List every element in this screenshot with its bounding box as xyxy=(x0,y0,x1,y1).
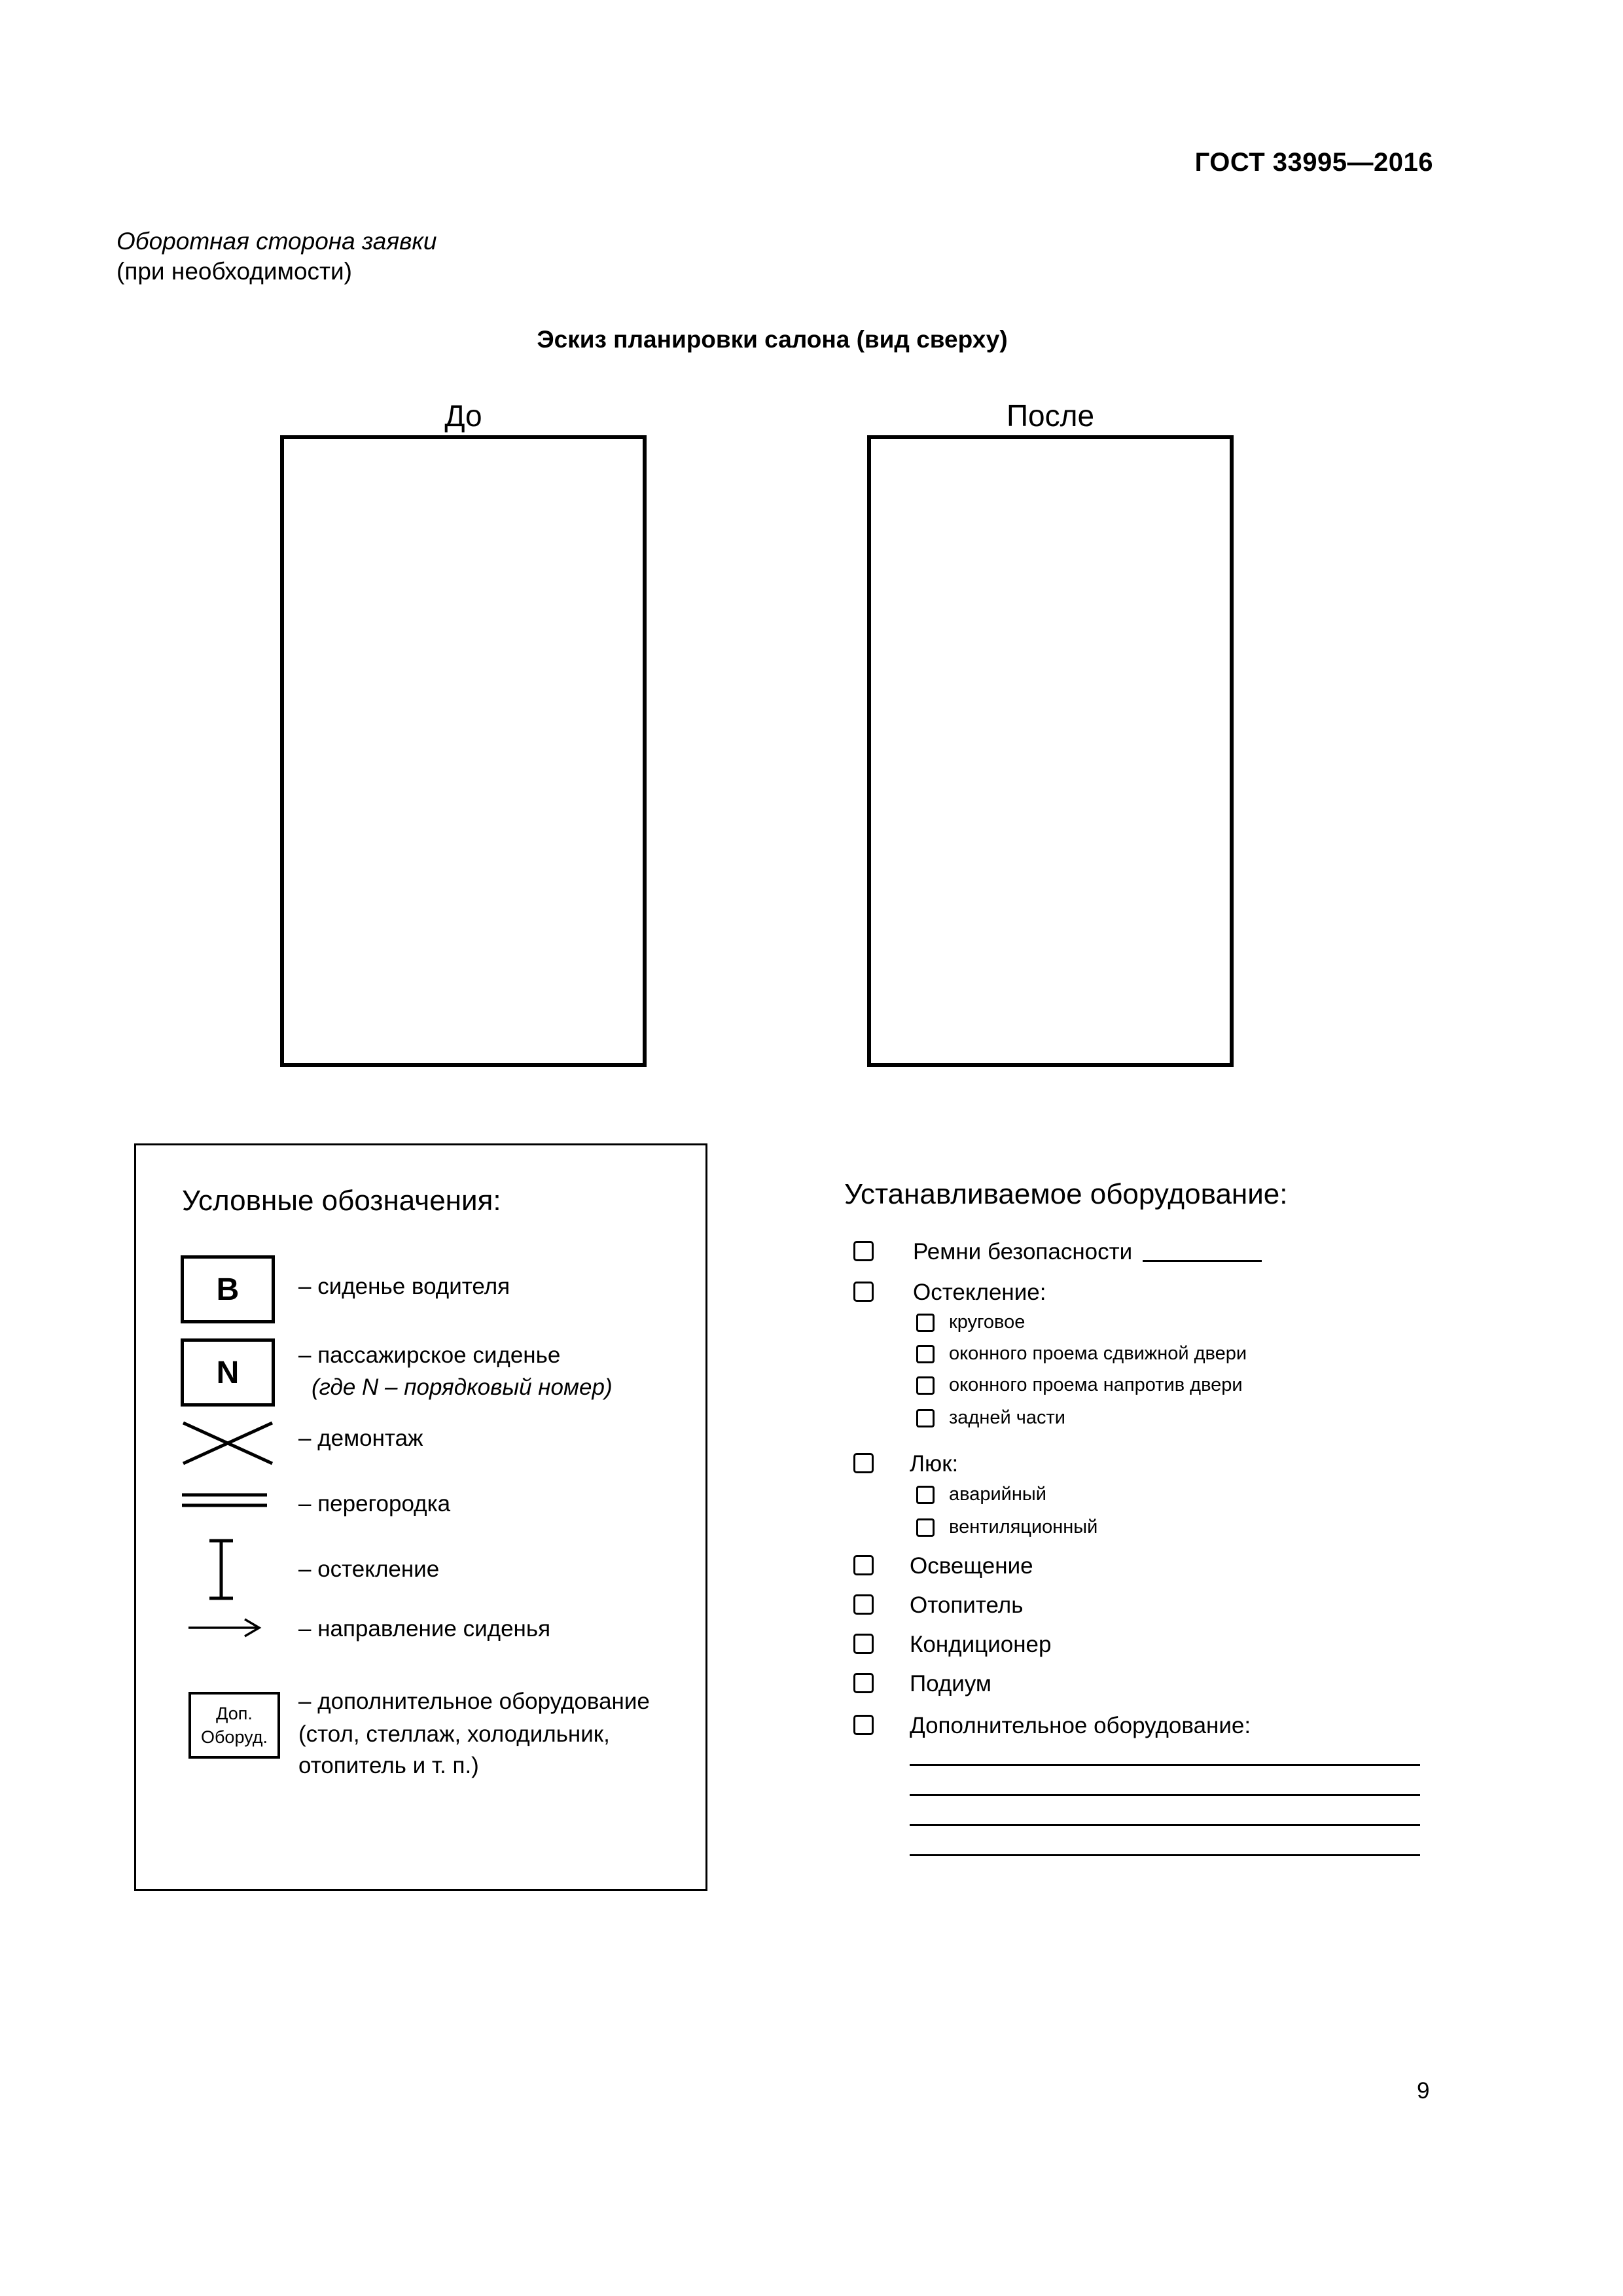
heater-checkbox[interactable] xyxy=(853,1594,874,1615)
before-label: До xyxy=(444,399,482,433)
hatch-ventilation-label: вентиляционный xyxy=(949,1516,1098,1537)
driver-seat-symbol xyxy=(181,1255,275,1323)
seatbelts-label: Ремни безопасности xyxy=(913,1239,1133,1265)
passenger-seat-symbol-letter: N xyxy=(216,1355,240,1390)
extra-equipment-line-3[interactable] xyxy=(910,1824,1420,1826)
seatbelts-checkbox[interactable] xyxy=(853,1241,874,1261)
legend-passenger-seat-text: – пассажирское сиденье xyxy=(298,1342,561,1368)
hatch-emergency-label: аварийный xyxy=(949,1484,1046,1505)
hatch-label: Люк: xyxy=(910,1451,959,1477)
extra-equipment-symbol-line2: Оборуд. xyxy=(200,1727,268,1747)
glazing-opposite-door-checkbox[interactable] xyxy=(916,1376,935,1395)
glazing-circular-checkbox[interactable] xyxy=(916,1314,935,1332)
legend-glazing-text: – остекление xyxy=(298,1556,440,1582)
after-sketch-area[interactable] xyxy=(867,435,1234,1067)
form-side-note: (при необходимости) xyxy=(116,258,352,285)
glazing-rear-checkbox[interactable] xyxy=(916,1409,935,1427)
sketch-title: Эскиз планировки салона (вид сверху) xyxy=(537,326,1008,353)
page-number: 9 xyxy=(1417,2078,1430,2104)
legend-passenger-seat-note: (где N – порядковый номер) xyxy=(312,1374,613,1400)
legend-removal-text: – демонтаж xyxy=(298,1426,423,1451)
standard-number: ГОСТ 33995—2016 xyxy=(1194,148,1433,177)
passenger-seat-symbol xyxy=(181,1338,275,1407)
glazing-label: Остекление: xyxy=(913,1280,1046,1305)
legend-title: Условные обозначения: xyxy=(182,1185,501,1217)
glazing-sliding-door-checkbox[interactable] xyxy=(916,1345,935,1363)
legend-partition-text: – перегородка xyxy=(298,1491,451,1516)
equipment-title: Устанавливаемое оборудование: xyxy=(844,1178,1288,1210)
podium-label: Подиум xyxy=(910,1671,991,1696)
legend-driver-seat-text: – сиденье водителя xyxy=(298,1274,510,1299)
cross-icon xyxy=(181,1420,275,1466)
after-label: После xyxy=(1006,399,1095,433)
seatbelts-blank[interactable] xyxy=(1143,1260,1262,1262)
lighting-label: Освещение xyxy=(910,1553,1033,1579)
before-sketch-area[interactable] xyxy=(280,435,647,1067)
extra-equipment-checkbox[interactable] xyxy=(853,1715,874,1735)
hatch-emergency-checkbox[interactable] xyxy=(916,1486,935,1504)
legend-extra-equipment-text-1: – дополнительное оборудование xyxy=(298,1689,650,1714)
extra-equipment-label: Дополнительное оборудование: xyxy=(910,1713,1251,1738)
hatch-checkbox[interactable] xyxy=(853,1453,874,1473)
legend-seat-direction-text: – направление сиденья xyxy=(298,1616,551,1641)
extra-equipment-symbol-line1: Доп. xyxy=(216,1704,253,1723)
hatch-ventilation-checkbox[interactable] xyxy=(916,1518,935,1537)
extra-equipment-line-1[interactable] xyxy=(910,1764,1420,1766)
legend-extra-equipment-text-3: отопитель и т. п.) xyxy=(298,1753,479,1778)
glazing-circular-label: круговое xyxy=(949,1312,1026,1333)
arrow-right-icon xyxy=(187,1617,262,1639)
lighting-checkbox[interactable] xyxy=(853,1555,874,1575)
podium-checkbox[interactable] xyxy=(853,1673,874,1693)
glazing-rear-label: задней части xyxy=(949,1407,1065,1428)
extra-equipment-line-2[interactable] xyxy=(910,1794,1420,1796)
form-side-caption: Оборотная сторона заявки xyxy=(116,228,437,255)
driver-seat-symbol-letter: B xyxy=(216,1272,240,1307)
legend-extra-equipment-text-2: (стол, стеллаж, холодильник, xyxy=(298,1721,610,1747)
glazing-checkbox[interactable] xyxy=(853,1282,874,1302)
heater-label: Отопитель xyxy=(910,1592,1024,1618)
glazing-opposite-door-label: оконного проема напротив двери xyxy=(949,1374,1243,1395)
i-beam-icon xyxy=(207,1538,236,1601)
air-conditioner-checkbox[interactable] xyxy=(853,1634,874,1654)
extra-equipment-symbol xyxy=(188,1692,280,1759)
air-conditioner-label: Кондиционер xyxy=(910,1632,1052,1657)
double-line-icon xyxy=(181,1491,268,1511)
extra-equipment-line-4[interactable] xyxy=(910,1854,1420,1856)
glazing-sliding-door-label: оконного проема сдвижной двери xyxy=(949,1343,1247,1364)
